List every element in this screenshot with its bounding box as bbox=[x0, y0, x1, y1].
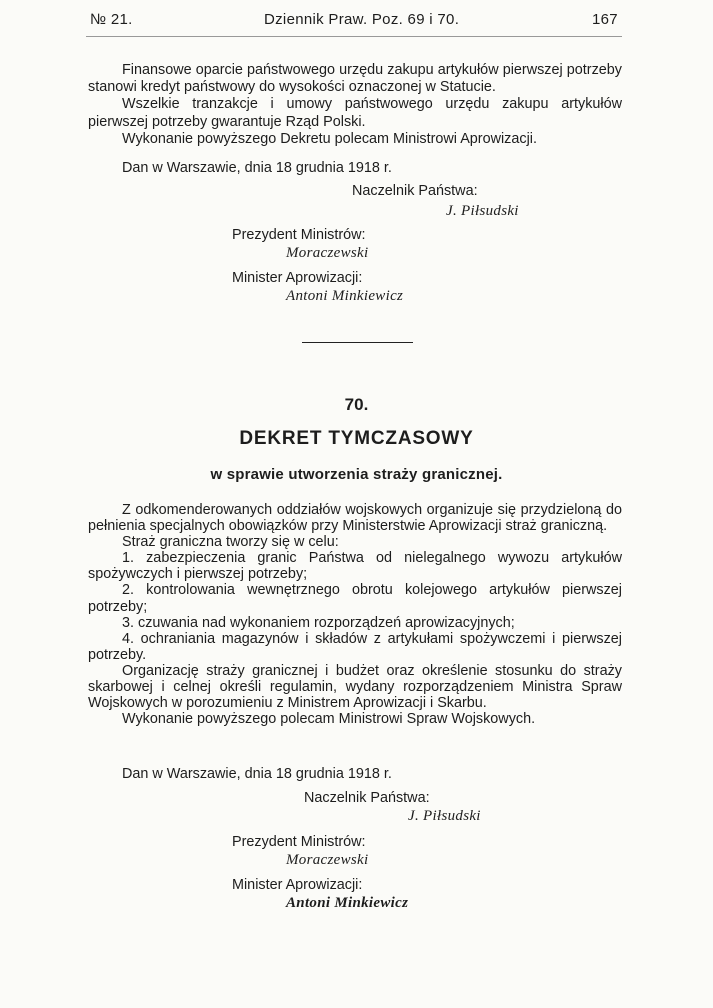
issue-number: № 21. bbox=[90, 11, 133, 28]
decree69-pm-signature: Moraczewski bbox=[286, 245, 369, 261]
decree70-list-item: 1. zabezpieczenia granic Państwa od nielegalnego wywozu artykułów spożywczych i pierwszej potrzeby; bbox=[88, 550, 622, 583]
decree69-minister-signature: Antoni Minkiewicz bbox=[286, 288, 404, 304]
decree70-list-item: 4. ochraniania magazynów i składów z artykułami spożywczemi i pierwszej potrzeby. bbox=[88, 630, 622, 663]
decree69-date: Dan w Warszawie, dnia 18 grudnia 1918 r. bbox=[122, 160, 392, 176]
decree70-execution: Wykonanie powyższego polecam Ministrowi Spraw Wojskowych. bbox=[122, 711, 536, 728]
decree69-paragraph: Wykonanie powyższego Dekretu polecam Ministrowi Aprowizacji. bbox=[122, 130, 537, 147]
decree69-head-of-state-label: Naczelnik Państwa: bbox=[352, 183, 478, 199]
decree70-head-of-state-signature: J. Piłsudski bbox=[408, 808, 481, 824]
decree69-pm-label: Prezydent Ministrów: bbox=[232, 227, 366, 243]
decree70-pm-label: Prezydent Ministrów: bbox=[232, 834, 366, 850]
decree70-purpose: Straż graniczna tworzy się w celu: bbox=[122, 534, 339, 551]
page-number: 167 bbox=[592, 11, 618, 28]
decree70-minister-label: Minister Aprowizacji: bbox=[232, 877, 363, 893]
decree70-date: Dan w Warszawie, dnia 18 grudnia 1918 r. bbox=[122, 766, 392, 782]
decree69-paragraph: Wszelkie tranzakcje i umowy państwowego urzędu zakupu artykułów pierwszej potrzeby gwarantuje Rząd Polski. bbox=[88, 96, 622, 130]
decree70-list-item: 2. kontrolowania wewnętrznego obrotu kolejowego artykułów pierwszej potrzeby; bbox=[88, 582, 622, 615]
decree70-intro: Z odkomenderowanych oddziałów wojskowych organizuje się przydzieloną do pełnienia specjalnych obowiązków przy Ministerstwie Aprowizacji straż graniczną. bbox=[88, 502, 622, 535]
decree70-text bbox=[88, 502, 622, 727]
decree70-head-of-state-label: Naczelnik Państwa: bbox=[304, 790, 430, 806]
journal-reference: Dziennik Praw. Poz. 69 i 70. bbox=[264, 11, 460, 28]
decree69-minister-label: Minister Aprowizacji: bbox=[232, 270, 363, 286]
section-separator bbox=[302, 342, 413, 343]
decree-number: 70. bbox=[344, 395, 369, 414]
decree69-text bbox=[88, 62, 622, 148]
decree69-paragraph: Finansowe oparcie państwowego urzędu zakupu artykułów pierwszej potrzeby stanowi kredyt państwowy do wysokości oznaczonej w Statucie. bbox=[88, 62, 622, 96]
decree-title: DEKRET TYMCZASOWY bbox=[239, 428, 474, 449]
header-rule bbox=[86, 36, 622, 37]
decree70-pm-signature: Moraczewski bbox=[286, 852, 369, 868]
decree-subtitle: w sprawie utworzenia straży granicznej. bbox=[210, 466, 503, 483]
decree70-list-item: 3. czuwania nad wykonaniem rozporządzeń aprowizacyjnych; bbox=[122, 614, 515, 631]
decree70-minister-signature: Antoni Minkiewicz bbox=[286, 895, 409, 911]
decree69-head-of-state-signature: J. Piłsudski bbox=[446, 203, 519, 219]
decree70-organization: Organizację straży granicznej i budżet oraz określenie stosunku do straży skarbowej i celnej określi regulamin, wydany rozporządzeniem Ministra Spraw Wojskowych w porozumieniu z Ministrem Aprowizacji i Skarbu. bbox=[88, 662, 622, 712]
